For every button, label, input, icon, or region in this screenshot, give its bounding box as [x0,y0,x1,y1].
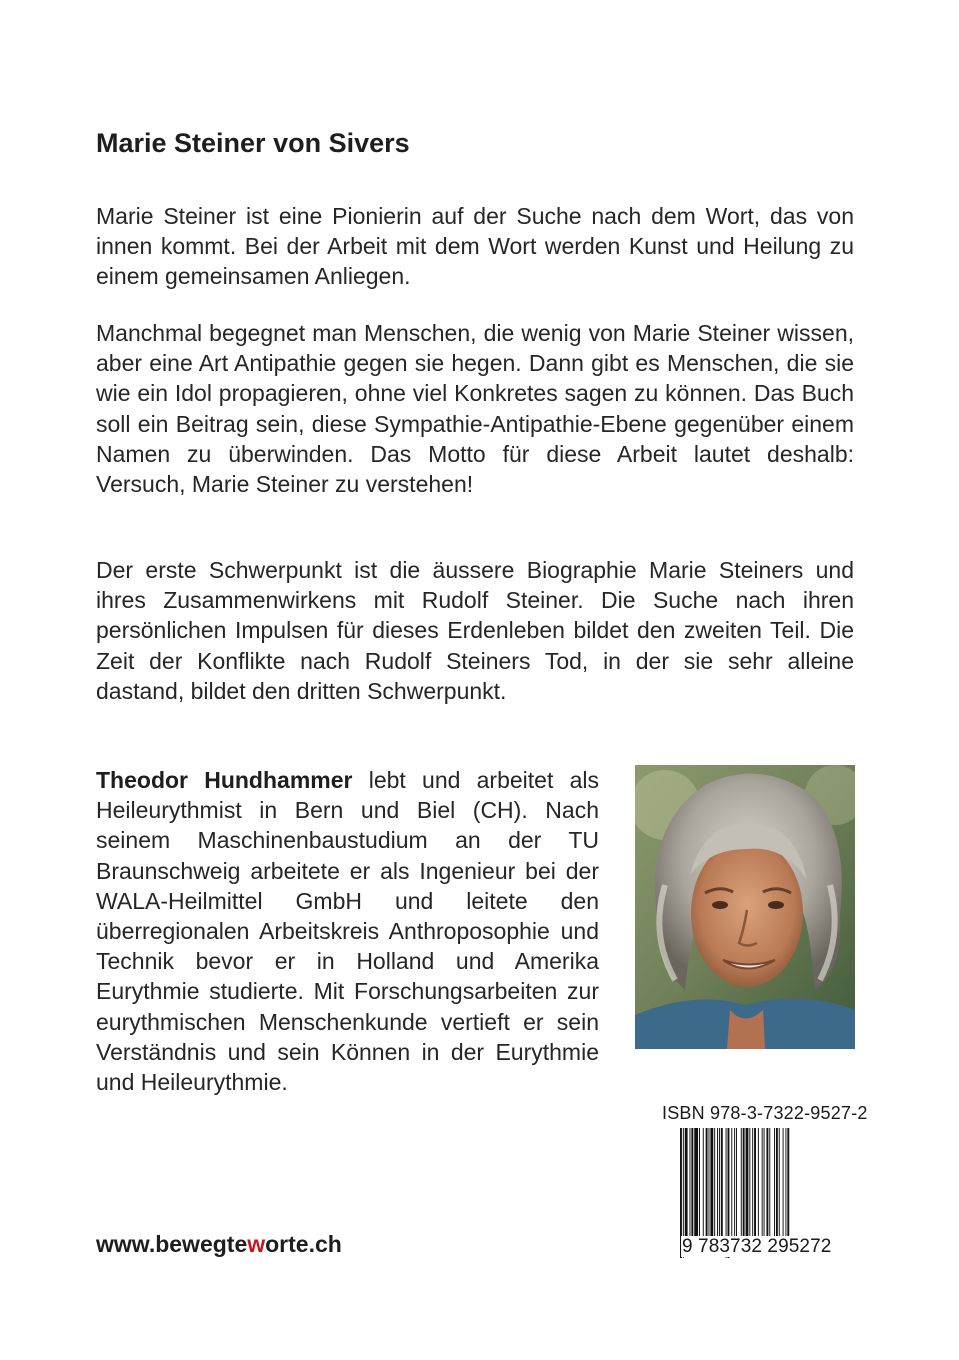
author-portrait [635,765,855,1049]
barcode-bar [691,1128,693,1236]
isbn-label: ISBN 978-3-7322-9527-2 [662,1103,868,1123]
author-bio-text: lebt und arbeitet als Heileurythmist in Bern und Biel (CH). Nach seinem Maschinenbaustudium an der TU Braunschweig arbeitete er als Ingenieur bei der WALA-Heilmittel GmbH und leitete den überregionalen Arbeitskreis Anthroposophie und Technik bevor er in Holland und Amerika Eurythmie studierte. Mit Forschungsarbeiten zur eurythmischen Menschenkunde vertieft er sein Verständnis und sein Können in der Eurythmie und Heileurythmie. [96,767,599,1096]
barcode-bar [783,1128,784,1236]
barcode-bar [685,1128,688,1236]
barcode-bar [749,1128,750,1236]
barcode-bar [690,1128,691,1236]
barcode-digits: 9 783732 295272 [682,1236,832,1257]
barcode-bar [779,1128,780,1236]
barcode-bar [746,1128,749,1236]
barcode-bar [758,1128,759,1236]
barcode-bar [787,1128,789,1236]
barcode-bar [714,1128,715,1236]
barcode-bar [717,1128,718,1236]
barcode-bar [743,1128,745,1236]
author-name: Theodor Hundhammer [96,767,353,793]
barcode-bar [719,1128,720,1236]
barcode-bar [710,1128,713,1236]
book-title: Marie Steiner von Sivers [96,128,410,158]
barcode-bar [785,1128,786,1236]
barcode-bar [694,1128,698,1236]
barcode-bar [699,1128,700,1236]
barcode-bar [752,1128,753,1236]
author-bio [96,765,599,1097]
barcode-bar [769,1128,770,1236]
barcode-bar [734,1128,735,1236]
barcode-bar [766,1128,768,1236]
description-paragraph-1: Marie Steiner ist eine Pionierin auf der Suche nach dem Wort, das von innen kommt. Bei der Arbeit mit dem Wort werden Kunst und Heilung zu einem gemeinsamen Anliegen. [96,203,854,290]
barcode-bar [703,1128,704,1236]
description-paragraph-2: Manchmal begegnet man Menschen, die wenig von Marie Steiner wissen, aber eine Art Antipathie gegen sie hegen. Dann gibt es Menschen, die sie wie ein Idol propagieren, ohne viel Konkretes sagen zu können. Das Buch soll ein Beitrag sein, diese Sympathie-Antipathie-Ebene gegenüber einem Namen zu überwinden. Das Motto für diese Arbeit lautet deshalb: Versuch, Marie Steiner zu verstehen! [96,320,854,498]
barcode-bar [721,1128,723,1236]
barcode-bar [774,1128,775,1236]
barcode-bar [731,1128,732,1236]
description-paragraph-3: Der erste Schwerpunkt ist die äussere Biographie Marie Steiners und ihres Zusammenwirkens mit Rudolf Steiner. Die Suche nach ihren persönlichen Impulsen für dieses Erdenleben bildet den zweiten Teil. Die Zeit der Konflikte nach Rudolf Steiners Tod, in der sie sehr alleine dastand, bildet den dritten Schwerpunkt. [96,557,854,704]
barcode-bar [709,1128,710,1236]
barcode-bar [741,1128,742,1236]
barcode-bar [762,1128,763,1236]
barcode-bar [736,1128,737,1236]
website-link[interactable]: www.bewegteworte.ch [96,1231,342,1257]
barcode-bar [706,1128,708,1236]
barcode-bar [764,1128,765,1236]
barcode-bar [754,1128,756,1236]
barcode-bar [776,1128,778,1236]
